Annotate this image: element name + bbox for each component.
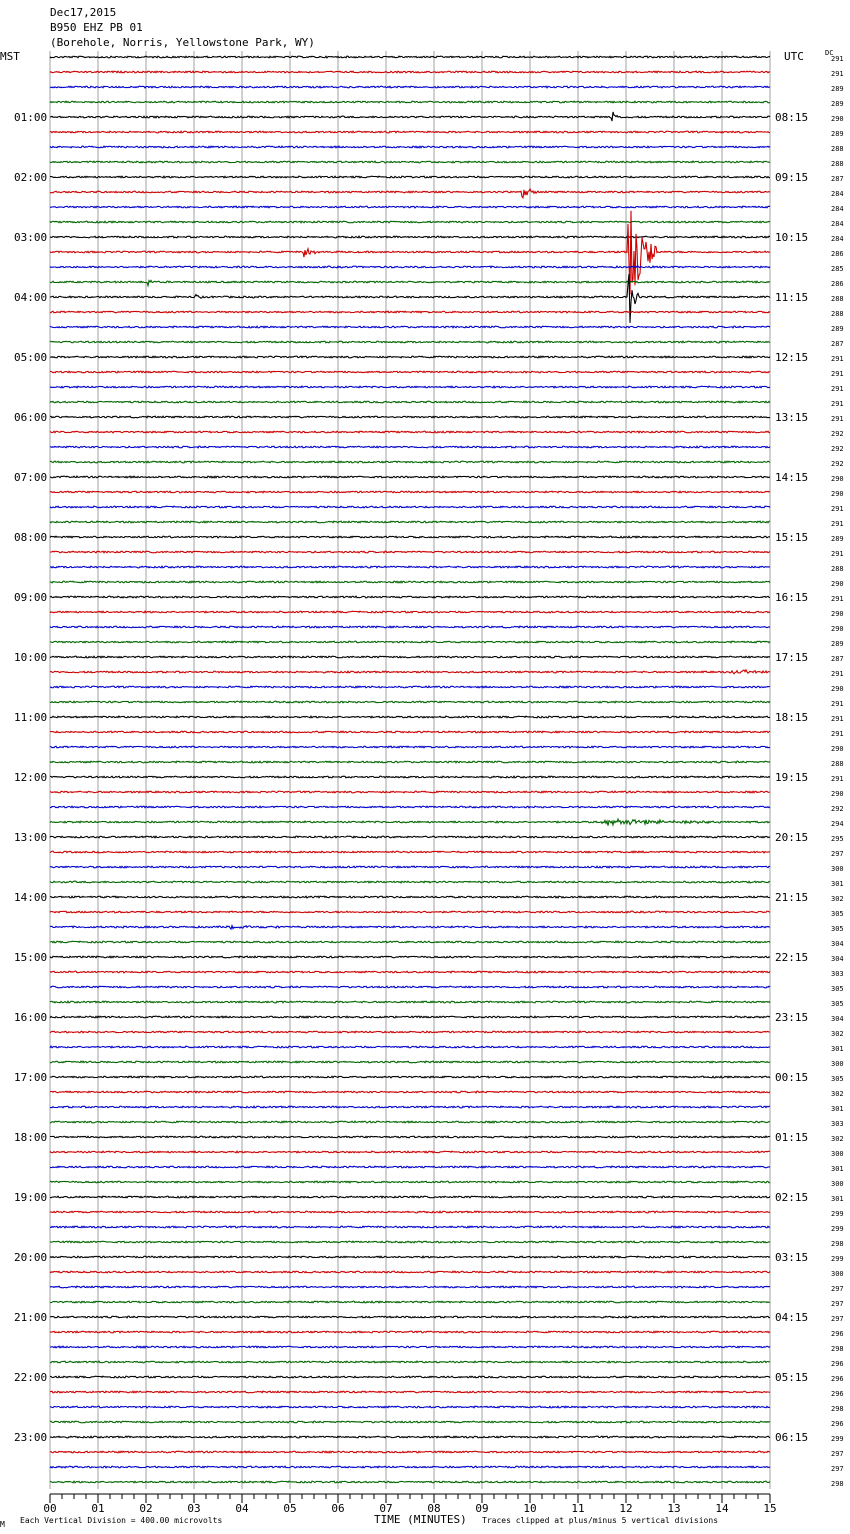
seismic-trace bbox=[50, 1136, 770, 1138]
x-tick-label: 10 bbox=[523, 1502, 537, 1515]
header-location: (Borehole, Norris, Yellowstone Park, WY) bbox=[50, 36, 315, 49]
utc-hour-label: 10:15 bbox=[775, 231, 809, 244]
dc-value-label: 291 bbox=[831, 355, 844, 363]
dc-value-label: 290 bbox=[831, 475, 844, 483]
seismic-trace bbox=[50, 1271, 770, 1273]
mst-hour-label: 22:00 bbox=[14, 1371, 48, 1384]
seismic-trace bbox=[50, 416, 770, 418]
dc-value-label: 299 bbox=[831, 1210, 844, 1218]
dc-value-label: 286 bbox=[831, 280, 844, 288]
right-timezone-label: UTC bbox=[784, 50, 804, 63]
x-tick-label: 09 bbox=[475, 1502, 489, 1515]
seismic-trace bbox=[50, 221, 770, 223]
seismic-trace bbox=[50, 626, 770, 628]
seismic-trace bbox=[50, 716, 770, 718]
seismic-trace bbox=[50, 1016, 770, 1018]
seismic-trace bbox=[50, 431, 770, 433]
seismic-trace bbox=[50, 1346, 770, 1348]
dc-value-label: 304 bbox=[831, 955, 844, 963]
mst-hour-label: 01:00 bbox=[14, 111, 48, 124]
dc-value-label: 296 bbox=[831, 1360, 844, 1368]
dc-offset-labels bbox=[831, 55, 844, 1488]
x-axis-title: TIME (MINUTES) bbox=[374, 1513, 467, 1526]
mst-hour-label: 08:00 bbox=[14, 531, 48, 544]
seismic-trace bbox=[50, 1226, 770, 1228]
dc-value-label: 299 bbox=[831, 1435, 844, 1443]
dc-value-label: 286 bbox=[831, 250, 844, 258]
dc-value-label: 291 bbox=[831, 520, 844, 528]
mst-hour-label: 05:00 bbox=[14, 351, 48, 364]
dc-value-label: 292 bbox=[831, 805, 844, 813]
seismic-trace bbox=[50, 596, 770, 598]
seismic-trace bbox=[50, 1391, 770, 1393]
seismic-trace bbox=[50, 956, 770, 958]
dc-value-label: 305 bbox=[831, 1000, 844, 1008]
dc-value-label: 290 bbox=[831, 625, 844, 633]
x-tick-label: 07 bbox=[379, 1502, 393, 1515]
dc-value-label: 291 bbox=[831, 415, 844, 423]
mst-hour-label: 11:00 bbox=[14, 711, 48, 724]
seismic-trace bbox=[50, 161, 770, 163]
dc-value-label: 291 bbox=[831, 385, 844, 393]
mst-hour-label: 04:00 bbox=[14, 291, 48, 304]
mst-hour-label: 21:00 bbox=[14, 1311, 48, 1324]
dc-value-label: 290 bbox=[831, 790, 844, 798]
utc-hour-label: 02:15 bbox=[775, 1191, 809, 1204]
seismic-trace bbox=[50, 401, 770, 403]
dc-value-label: 289 bbox=[831, 85, 844, 93]
utc-hour-label: 16:15 bbox=[775, 591, 809, 604]
dc-value-label: 291 bbox=[831, 505, 844, 513]
seismic-trace bbox=[50, 926, 770, 929]
mst-hour-label: 07:00 bbox=[14, 471, 48, 484]
x-tick-label: 15 bbox=[763, 1502, 777, 1515]
x-tick-label: 05 bbox=[283, 1502, 297, 1515]
seismic-trace bbox=[50, 1031, 770, 1033]
dc-value-label: 290 bbox=[831, 580, 844, 588]
utc-hour-label: 00:15 bbox=[775, 1071, 809, 1084]
dc-value-label: 299 bbox=[831, 1225, 844, 1233]
utc-hour-label: 14:15 bbox=[775, 471, 809, 484]
dc-value-label: 297 bbox=[831, 1285, 844, 1293]
utc-hour-label: 05:15 bbox=[775, 1371, 809, 1384]
dc-value-label: 285 bbox=[831, 265, 844, 273]
dc-value-label: 288 bbox=[831, 160, 844, 168]
seismic-trace bbox=[50, 101, 770, 103]
seismic-trace bbox=[50, 1451, 770, 1453]
seismic-trace bbox=[50, 1406, 770, 1408]
seismic-trace bbox=[50, 819, 770, 826]
seismic-trace bbox=[50, 971, 770, 973]
x-tick-label: 11 bbox=[571, 1502, 585, 1515]
seismic-trace bbox=[50, 326, 770, 328]
seismic-trace bbox=[50, 776, 770, 778]
seismic-trace bbox=[50, 836, 770, 838]
seismic-trace bbox=[50, 476, 770, 478]
dc-value-label: 304 bbox=[831, 940, 844, 948]
x-axis bbox=[43, 1494, 776, 1515]
seismic-trace bbox=[50, 1151, 770, 1153]
dc-value-label: 301 bbox=[831, 1105, 844, 1113]
x-tick-label: 08 bbox=[427, 1502, 441, 1515]
seismic-trace bbox=[50, 371, 770, 373]
x-tick-label: 03 bbox=[187, 1502, 201, 1515]
seismic-trace bbox=[50, 86, 770, 88]
mst-hour-label: 14:00 bbox=[14, 891, 48, 904]
seismic-trace bbox=[50, 1106, 770, 1108]
dc-value-label: 288 bbox=[831, 295, 844, 303]
seismic-trace bbox=[50, 791, 770, 793]
mst-hour-label: 16:00 bbox=[14, 1011, 48, 1024]
dc-value-label: 284 bbox=[831, 235, 844, 243]
mst-hour-label: 17:00 bbox=[14, 1071, 48, 1084]
dc-value-label: 294 bbox=[831, 820, 844, 828]
seismic-trace bbox=[50, 1286, 770, 1288]
seismic-trace bbox=[50, 1061, 770, 1063]
seismic-trace bbox=[50, 851, 770, 853]
seismic-trace bbox=[50, 1361, 770, 1363]
utc-hour-label: 23:15 bbox=[775, 1011, 809, 1024]
seismic-trace bbox=[50, 1256, 770, 1258]
x-tick-label: 00 bbox=[43, 1502, 57, 1515]
x-tick-label: 02 bbox=[139, 1502, 153, 1515]
seismic-trace bbox=[50, 911, 770, 913]
mst-hour-label: 15:00 bbox=[14, 951, 48, 964]
trace-group bbox=[50, 56, 770, 1483]
dc-value-label: 288 bbox=[831, 565, 844, 573]
dc-value-label: 288 bbox=[831, 310, 844, 318]
utc-hour-label: 13:15 bbox=[775, 411, 809, 424]
x-tick-label: 13 bbox=[667, 1502, 681, 1515]
dc-value-label: 291 bbox=[831, 775, 844, 783]
seismic-trace bbox=[50, 1211, 770, 1213]
seismic-trace bbox=[50, 446, 770, 448]
utc-hour-label: 12:15 bbox=[775, 351, 809, 364]
x-tick-label: 12 bbox=[619, 1502, 633, 1515]
seismic-trace bbox=[50, 280, 770, 285]
mst-hour-label: 20:00 bbox=[14, 1251, 48, 1264]
seismic-trace bbox=[50, 551, 770, 553]
dc-value-label: 284 bbox=[831, 190, 844, 198]
dc-value-label: 291 bbox=[831, 700, 844, 708]
header-date: Dec17,2015 bbox=[50, 6, 117, 19]
seismic-trace bbox=[50, 1001, 770, 1003]
seismic-trace bbox=[50, 536, 770, 538]
dc-value-label: 291 bbox=[831, 715, 844, 723]
seismic-trace bbox=[50, 1241, 770, 1243]
seismic-trace bbox=[50, 236, 770, 238]
mst-hour-label: 02:00 bbox=[14, 171, 48, 184]
dc-value-label: 302 bbox=[831, 1090, 844, 1098]
seismic-trace bbox=[50, 1421, 770, 1423]
utc-hour-label: 15:15 bbox=[775, 531, 809, 544]
mst-hour-label: 23:00 bbox=[14, 1431, 48, 1444]
utc-hour-label: 19:15 bbox=[775, 771, 809, 784]
dc-value-label: 288 bbox=[831, 760, 844, 768]
seismic-trace bbox=[50, 1316, 770, 1318]
seismic-trace bbox=[50, 761, 770, 763]
seismic-trace bbox=[50, 1121, 770, 1123]
dc-value-label: 302 bbox=[831, 1030, 844, 1038]
dc-value-label: 305 bbox=[831, 1075, 844, 1083]
x-tick-label: 06 bbox=[331, 1502, 345, 1515]
dc-value-label: 298 bbox=[831, 1240, 844, 1248]
seismic-trace bbox=[50, 986, 770, 988]
dc-value-label: 291 bbox=[831, 550, 844, 558]
dc-value-label: 301 bbox=[831, 1045, 844, 1053]
utc-hour-label: 08:15 bbox=[775, 111, 809, 124]
mst-hour-label: 13:00 bbox=[14, 831, 48, 844]
utc-hour-label: 18:15 bbox=[775, 711, 809, 724]
seismic-trace bbox=[50, 1481, 770, 1483]
mst-hour-label: 03:00 bbox=[14, 231, 48, 244]
dc-value-label: 296 bbox=[831, 1390, 844, 1398]
dc-value-label: 302 bbox=[831, 1135, 844, 1143]
seismic-trace bbox=[50, 386, 770, 388]
x-tick-label: 01 bbox=[91, 1502, 105, 1515]
dc-value-label: 298 bbox=[831, 1405, 844, 1413]
dc-value-label: 303 bbox=[831, 1120, 844, 1128]
dc-value-label: 290 bbox=[831, 610, 844, 618]
mst-hour-labels bbox=[14, 111, 47, 1444]
mst-hour-label: 06:00 bbox=[14, 411, 48, 424]
clip-note: Traces clipped at plus/minus 5 vertical divisions bbox=[482, 1516, 719, 1525]
seismic-trace bbox=[50, 506, 770, 508]
dc-value-label: 296 bbox=[831, 1420, 844, 1428]
dc-value-label: 298 bbox=[831, 1480, 844, 1488]
dc-value-label: 296 bbox=[831, 1330, 844, 1338]
seismic-trace bbox=[50, 701, 770, 703]
seismic-trace bbox=[50, 1301, 770, 1303]
dc-value-label: 289 bbox=[831, 130, 844, 138]
dc-value-label: 287 bbox=[831, 655, 844, 663]
dc-value-label: 300 bbox=[831, 865, 844, 873]
dc-value-label: 300 bbox=[831, 1060, 844, 1068]
dc-value-label: 296 bbox=[831, 1375, 844, 1383]
mst-hour-label: 12:00 bbox=[14, 771, 48, 784]
seismic-trace bbox=[50, 566, 770, 568]
dc-value-label: 289 bbox=[831, 325, 844, 333]
seismic-trace bbox=[50, 866, 770, 868]
seismic-trace bbox=[50, 146, 770, 148]
dc-value-label: 287 bbox=[831, 175, 844, 183]
dc-value-label: 292 bbox=[831, 445, 844, 453]
seismic-trace bbox=[50, 611, 770, 613]
x-tick-label: 14 bbox=[715, 1502, 729, 1515]
seismic-trace bbox=[50, 1436, 770, 1438]
dc-value-label: 303 bbox=[831, 970, 844, 978]
dc-value-label: 301 bbox=[831, 880, 844, 888]
x-tick-label: 04 bbox=[235, 1502, 249, 1515]
dc-value-label: 299 bbox=[831, 1255, 844, 1263]
seismic-trace bbox=[50, 206, 770, 208]
dc-value-label: 301 bbox=[831, 1195, 844, 1203]
seismic-trace bbox=[50, 1181, 770, 1183]
seismic-trace bbox=[50, 731, 770, 733]
seismic-trace bbox=[50, 1166, 770, 1168]
dc-value-label: 284 bbox=[831, 205, 844, 213]
seismic-trace bbox=[50, 341, 770, 343]
seismic-trace bbox=[50, 1046, 770, 1048]
seismic-trace bbox=[50, 896, 770, 898]
seismic-trace bbox=[50, 311, 770, 313]
seismic-trace bbox=[50, 266, 770, 268]
seismic-trace bbox=[50, 521, 770, 523]
dc-value-label: 297 bbox=[831, 1465, 844, 1473]
seismic-trace bbox=[50, 1076, 770, 1078]
dc-value-label: 289 bbox=[831, 100, 844, 108]
seismic-trace bbox=[50, 1466, 770, 1468]
dc-value-label: 305 bbox=[831, 985, 844, 993]
dc-value-label: 292 bbox=[831, 430, 844, 438]
seismic-trace bbox=[50, 131, 770, 133]
scale-note: Each Vertical Division = 400.00 microvolts bbox=[20, 1516, 223, 1525]
dc-value-label: 300 bbox=[831, 1180, 844, 1188]
dc-value-label: 300 bbox=[831, 1270, 844, 1278]
mst-hour-label: 09:00 bbox=[14, 591, 48, 604]
utc-hour-labels bbox=[775, 111, 808, 1444]
seismic-trace bbox=[50, 670, 770, 674]
dc-value-label: 291 bbox=[831, 370, 844, 378]
dc-value-label: 284 bbox=[831, 220, 844, 228]
dc-value-label: 291 bbox=[831, 70, 844, 78]
dc-value-label: 290 bbox=[831, 115, 844, 123]
dc-value-label: 297 bbox=[831, 1300, 844, 1308]
utc-hour-label: 21:15 bbox=[775, 891, 809, 904]
seismic-trace bbox=[50, 176, 770, 178]
seismic-trace bbox=[50, 356, 770, 358]
left-timezone-label: MST bbox=[0, 50, 20, 63]
mst-hour-label: 18:00 bbox=[14, 1131, 48, 1144]
seismic-trace bbox=[50, 461, 770, 463]
seismic-trace bbox=[50, 881, 770, 883]
utc-hour-label: 09:15 bbox=[775, 171, 809, 184]
seismic-trace bbox=[50, 1376, 770, 1378]
seismic-trace bbox=[50, 71, 770, 73]
dc-value-label: 301 bbox=[831, 1165, 844, 1173]
dc-value-label: 291 bbox=[831, 400, 844, 408]
header-station: B950 EHZ PB 01 bbox=[50, 21, 143, 34]
dc-value-label: 290 bbox=[831, 745, 844, 753]
seismic-trace bbox=[50, 581, 770, 583]
seismic-trace bbox=[50, 641, 770, 643]
dc-value-label: 297 bbox=[831, 1450, 844, 1458]
utc-hour-label: 17:15 bbox=[775, 651, 809, 664]
seismic-trace bbox=[50, 1331, 770, 1333]
mst-hour-label: 10:00 bbox=[14, 651, 48, 664]
seismic-trace bbox=[50, 686, 770, 688]
utc-hour-label: 20:15 bbox=[775, 831, 809, 844]
seismic-trace bbox=[50, 1091, 770, 1093]
seismic-trace bbox=[50, 941, 770, 943]
dc-value-label: 297 bbox=[831, 850, 844, 858]
utc-hour-label: 04:15 bbox=[775, 1311, 809, 1324]
seismic-trace bbox=[50, 656, 770, 658]
utc-hour-label: 01:15 bbox=[775, 1131, 809, 1144]
corner-mark: M bbox=[0, 1520, 5, 1529]
utc-hour-label: 22:15 bbox=[775, 951, 809, 964]
seismic-trace bbox=[50, 56, 770, 58]
seismic-trace bbox=[50, 189, 770, 198]
dc-value-label: 291 bbox=[831, 730, 844, 738]
dc-value-label: 304 bbox=[831, 1015, 844, 1023]
seismic-trace bbox=[50, 806, 770, 808]
seismic-trace bbox=[50, 746, 770, 748]
seismic-trace bbox=[50, 112, 770, 121]
utc-hour-label: 06:15 bbox=[775, 1431, 809, 1444]
dc-value-label: 302 bbox=[831, 895, 844, 903]
dc-value-label: 305 bbox=[831, 910, 844, 918]
dc-value-label: 290 bbox=[831, 490, 844, 498]
utc-hour-label: 03:15 bbox=[775, 1251, 809, 1264]
dc-value-label: 295 bbox=[831, 835, 844, 843]
dc-value-label: 298 bbox=[831, 1345, 844, 1353]
dc-value-label: 290 bbox=[831, 685, 844, 693]
dc-value-label: 291 bbox=[831, 55, 844, 63]
dc-value-label: 287 bbox=[831, 340, 844, 348]
dc-value-label: 292 bbox=[831, 460, 844, 468]
dc-value-label: 291 bbox=[831, 595, 844, 603]
dc-value-label: 288 bbox=[831, 145, 844, 153]
dc-value-label: 300 bbox=[831, 1150, 844, 1158]
utc-hour-label: 11:15 bbox=[775, 291, 809, 304]
dc-value-label: 289 bbox=[831, 640, 844, 648]
mst-hour-label: 19:00 bbox=[14, 1191, 48, 1204]
dc-value-label: 297 bbox=[831, 1315, 844, 1323]
dc-value-label: 305 bbox=[831, 925, 844, 933]
dc-header-label: DC bbox=[825, 49, 834, 57]
seismic-trace bbox=[50, 1196, 770, 1198]
dc-value-label: 289 bbox=[831, 535, 844, 543]
seismic-trace bbox=[50, 491, 770, 493]
dc-value-label: 291 bbox=[831, 670, 844, 678]
